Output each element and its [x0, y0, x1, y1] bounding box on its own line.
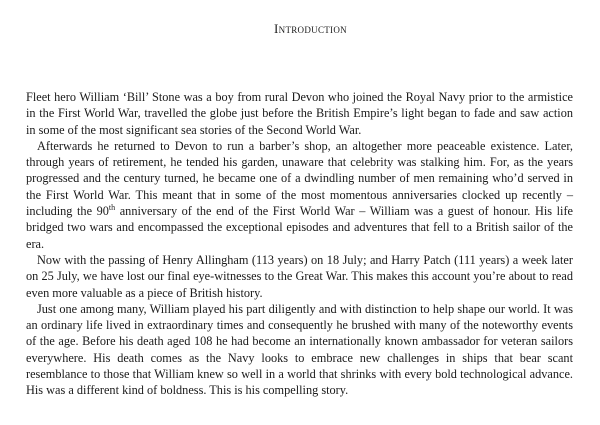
- body-text: [26, 89, 573, 399]
- paragraph-4-text: Just one among many, William played his part diligently and with distinction to help shape our world. It was an ordinary life lived in extraordinary times and consequently he brushed with many of the noteworthy events of the age. Before his death aged 108 he had become an internationally known ambassador for veteran sailors everywhere. His death comes as the Navy looks to embrace new challenges in ships that bear scant resemblance to those that William knew so well in a world that shrinks with every bold technological advance. His was a different kind of boldness. This is his compelling story.: [26, 301, 573, 398]
- paragraph-3-text: Now with the passing of Henry Allingham (113 years) on 18 July; and Harry Patch (111 years) a week later on 25 July, we have lost our final eye-witnesses to the Great War. This makes this account you’re about to read even more valuable as a piece of British history.: [26, 252, 573, 300]
- paragraph-2: [26, 138, 573, 252]
- paragraph-3: [26, 252, 573, 301]
- chapter-heading: Introduction: [274, 21, 347, 36]
- paragraph-2-text-a: Afterwards he returned to Devon to run a barber’s shop, an altogether more peaceable existence. Later, through years of retirement, he tended his garden, unaware that celebrity was stalking him. For, as the years progressed and the century turned, he became one of a dwindling number of men remaining who’d served in the First World War. This meant that in some of the most momentous anniversaries clocked up recently – including the 90: [26, 138, 573, 219]
- paragraph-4: [26, 301, 573, 399]
- paragraph-2-text-b: anniversary of the end of the First World War – William was a guest of honour. His life bridged two wars and encompassed the exceptional episodes and adventures that fell to a British sailor of the era.: [26, 204, 573, 251]
- ordinal-superscript: th: [108, 203, 116, 213]
- paragraph-1: [26, 89, 573, 138]
- paragraph-1-text: Fleet hero William ‘Bill’ Stone was a boy from rural Devon who joined the Royal Navy prior to the armistice in the First World War, travelled the globe just before the British Empire’s light began to fade and saw action in some of the most significant sea stories of the Second World War.: [26, 90, 573, 137]
